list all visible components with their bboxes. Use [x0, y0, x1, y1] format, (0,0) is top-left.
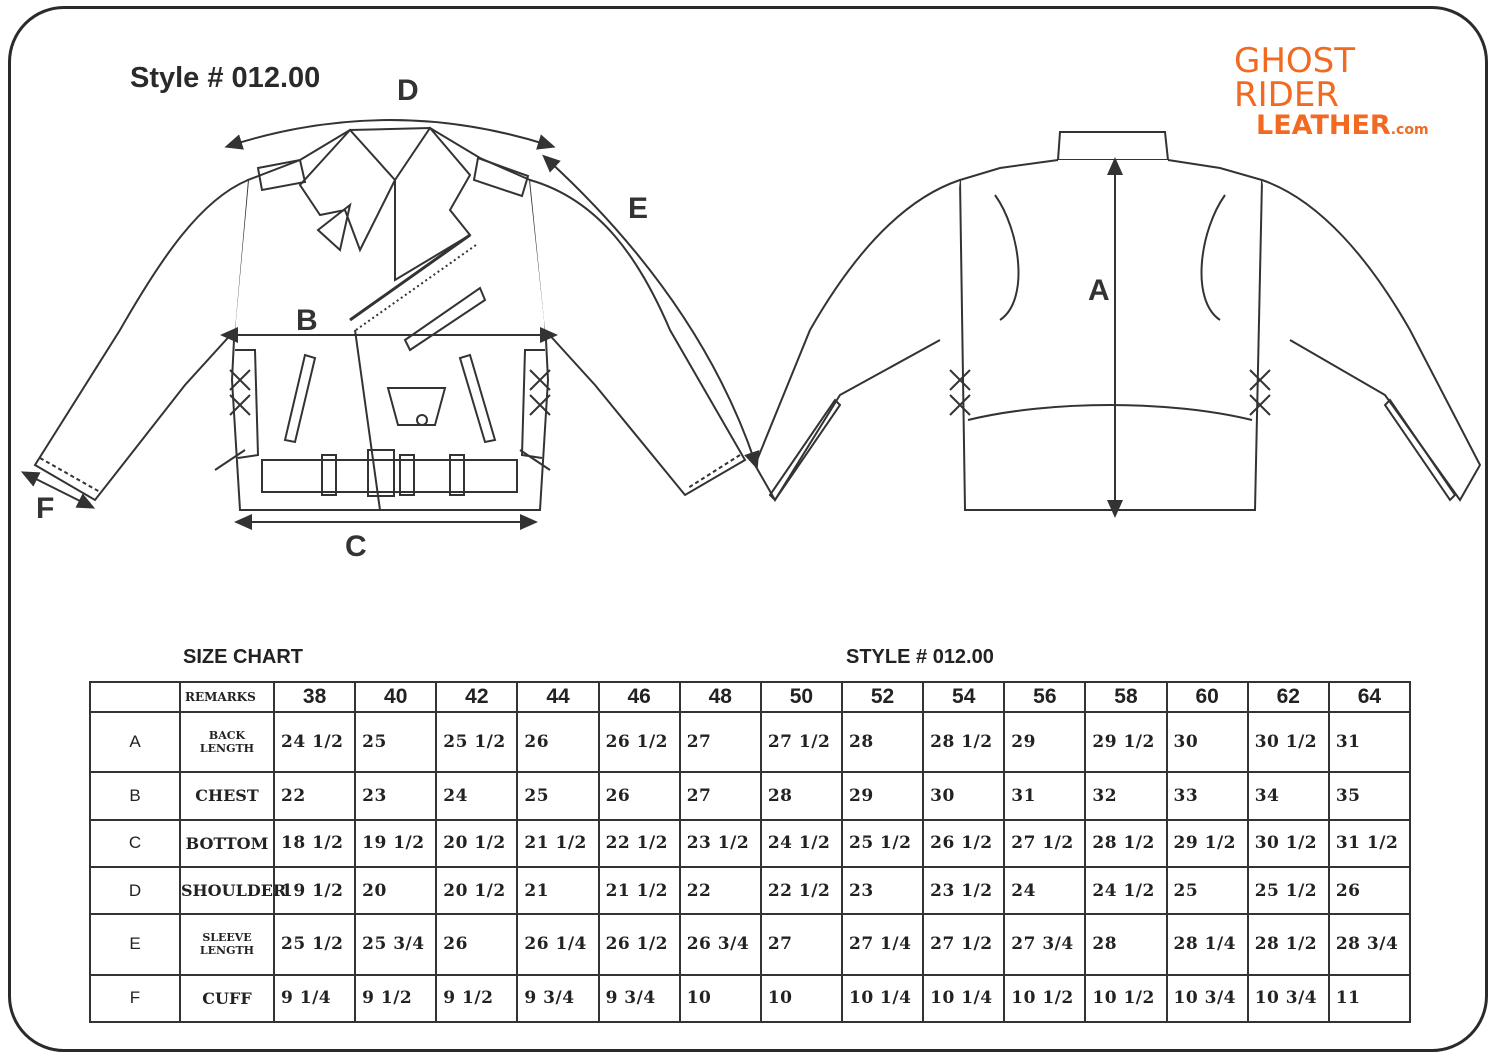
- size-header-cell: 40: [355, 682, 436, 712]
- logo-word: LEATHER: [1256, 110, 1391, 141]
- table-row: [90, 772, 1410, 819]
- dimension-label-e: E: [628, 192, 649, 225]
- measurement-value: 23: [355, 772, 436, 819]
- measurement-value: 10 1/2: [1085, 975, 1166, 1022]
- measurement-value: 26: [436, 914, 517, 974]
- measurement-value: 23 1/2: [923, 867, 1004, 914]
- remarks-header: REMARKS: [180, 682, 274, 712]
- size-header-cell: 60: [1167, 682, 1248, 712]
- front-jacket-drawing: [35, 128, 745, 510]
- measurement-value: 11: [1329, 975, 1410, 1022]
- measurement-value: 25 3/4: [355, 914, 436, 974]
- measurement-value: 26 1/2: [599, 712, 680, 772]
- size-header-cell: 52: [842, 682, 923, 712]
- back-jacket-drawing: [755, 132, 1480, 510]
- measurement-value: 20: [355, 867, 436, 914]
- measurement-value: 27 1/4: [842, 914, 923, 974]
- measurement-value: 10: [761, 975, 842, 1022]
- measurement-value: 27: [680, 772, 761, 819]
- measurement-value: 10 3/4: [1167, 975, 1248, 1022]
- measurement-value: 27 1/2: [1004, 820, 1085, 867]
- measurement-value: 33: [1167, 772, 1248, 819]
- measurement-value: 25 1/2: [842, 820, 923, 867]
- table-row: [90, 712, 1410, 772]
- measurement-value: 28 1/4: [1167, 914, 1248, 974]
- measurement-label: BACK LENGTH: [180, 712, 274, 772]
- measurement-value: 21 1/2: [599, 867, 680, 914]
- size-header-cell: 38: [274, 682, 355, 712]
- measurement-value: 28 1/2: [1085, 820, 1166, 867]
- measurement-value: 9 3/4: [599, 975, 680, 1022]
- measurement-value: 28: [1085, 914, 1166, 974]
- measurement-label: CUFF: [180, 975, 274, 1022]
- table-row: [90, 820, 1410, 867]
- measurement-value: 26: [1329, 867, 1410, 914]
- measurement-value: 29 1/2: [1085, 712, 1166, 772]
- measurement-value: 27 1/2: [761, 712, 842, 772]
- measurement-value: 26: [517, 712, 598, 772]
- measurement-value: 24: [1004, 867, 1085, 914]
- style-title: Style # 012.00: [130, 62, 321, 94]
- logo-line-1: GHOST RIDER: [1234, 41, 1356, 115]
- measurement-label: SLEEVE LENGTH: [180, 914, 274, 974]
- measurement-value: 10 3/4: [1248, 975, 1329, 1022]
- measurement-value: 30: [923, 772, 1004, 819]
- measurement-value: 20 1/2: [436, 820, 517, 867]
- header-empty-cell: [90, 682, 180, 712]
- size-chart-label: SIZE CHART: [183, 646, 303, 668]
- measurement-letter: C: [90, 820, 180, 867]
- measurement-value: 25 1/2: [436, 712, 517, 772]
- measurement-value: 31: [1004, 772, 1085, 819]
- measurement-value: 27: [761, 914, 842, 974]
- measurement-value: 26 3/4: [680, 914, 761, 974]
- measurement-value: 19 1/2: [355, 820, 436, 867]
- measurement-value: 23 1/2: [680, 820, 761, 867]
- size-header-cell: 58: [1085, 682, 1166, 712]
- measurement-value: 31: [1329, 712, 1410, 772]
- measurement-letter: B: [90, 772, 180, 819]
- measurement-value: 9 1/4: [274, 975, 355, 1022]
- measurement-value: 32: [1085, 772, 1166, 819]
- measurement-value: 23: [842, 867, 923, 914]
- measurement-value: 28 3/4: [1329, 914, 1410, 974]
- measurement-value: 10 1/4: [842, 975, 923, 1022]
- measurement-value: 27: [680, 712, 761, 772]
- size-header-cell: 50: [761, 682, 842, 712]
- measurement-value: 29 1/2: [1167, 820, 1248, 867]
- dimension-label-d: D: [397, 74, 419, 107]
- measurement-value: 31 1/2: [1329, 820, 1410, 867]
- measurement-value: 28 1/2: [923, 712, 1004, 772]
- size-header-row: [90, 682, 1410, 712]
- measurement-value: 28: [761, 772, 842, 819]
- measurement-value: 21: [517, 867, 598, 914]
- size-header-cell: 44: [517, 682, 598, 712]
- measurement-value: 25 1/2: [274, 914, 355, 974]
- measurement-value: 27 3/4: [1004, 914, 1085, 974]
- measurement-value: 25: [517, 772, 598, 819]
- measurement-letter: E: [90, 914, 180, 974]
- dimension-label-b: B: [296, 304, 318, 337]
- measurement-letter: F: [90, 975, 180, 1022]
- measurement-value: 30 1/2: [1248, 820, 1329, 867]
- measurement-value: 9 1/2: [355, 975, 436, 1022]
- measurement-value: 24 1/2: [274, 712, 355, 772]
- style-chart-label: STYLE # 012.00: [846, 646, 994, 668]
- measurement-value: 22 1/2: [761, 867, 842, 914]
- measurement-value: 18 1/2: [274, 820, 355, 867]
- measurement-value: 19 1/2: [274, 867, 355, 914]
- table-row: [90, 975, 1410, 1022]
- measurement-value: 10 1/4: [923, 975, 1004, 1022]
- table-row: [90, 867, 1410, 914]
- measurement-value: 34: [1248, 772, 1329, 819]
- measurement-value: 30: [1167, 712, 1248, 772]
- dimension-label-a: A: [1088, 274, 1110, 307]
- measurement-value: 27 1/2: [923, 914, 1004, 974]
- measurement-value: 29: [1004, 712, 1085, 772]
- measurement-value: 26 1/2: [599, 914, 680, 974]
- size-header-cell: 62: [1248, 682, 1329, 712]
- measurement-value: 24 1/2: [1085, 867, 1166, 914]
- measurement-value: 29: [842, 772, 923, 819]
- size-header-cell: 42: [436, 682, 517, 712]
- measurement-value: 26: [599, 772, 680, 819]
- dimension-label-f: F: [36, 492, 55, 525]
- measurement-value: 24 1/2: [761, 820, 842, 867]
- measurement-value: 22: [274, 772, 355, 819]
- measurement-letter: A: [90, 712, 180, 772]
- measurement-value: 20 1/2: [436, 867, 517, 914]
- size-header-cell: 48: [680, 682, 761, 712]
- measurement-value: 24: [436, 772, 517, 819]
- measurement-value: 25 1/2: [1248, 867, 1329, 914]
- measurement-value: 9 1/2: [436, 975, 517, 1022]
- table-row: [90, 914, 1410, 974]
- measurement-value: 21 1/2: [517, 820, 598, 867]
- size-header-cell: 64: [1329, 682, 1410, 712]
- size-header-cell: 56: [1004, 682, 1085, 712]
- size-chart-table: [89, 681, 1411, 1023]
- dimension-label-c: C: [345, 530, 367, 563]
- measurement-label: BOTTOM: [180, 820, 274, 867]
- measurement-value: 25: [355, 712, 436, 772]
- measurement-label: SHOULDER: [180, 867, 274, 914]
- measurement-value: 22 1/2: [599, 820, 680, 867]
- measurement-value: 26 1/2: [923, 820, 1004, 867]
- measurement-value: 28: [842, 712, 923, 772]
- measurement-value: 22: [680, 867, 761, 914]
- measurement-letter: D: [90, 867, 180, 914]
- logo-suffix: .com: [1390, 122, 1429, 138]
- size-header-cell: 54: [923, 682, 1004, 712]
- measurement-value: 9 3/4: [517, 975, 598, 1022]
- measurement-value: 35: [1329, 772, 1410, 819]
- measurement-value: 30 1/2: [1248, 712, 1329, 772]
- measurement-label: CHEST: [180, 772, 274, 819]
- measurement-value: 10 1/2: [1004, 975, 1085, 1022]
- measurement-value: 10: [680, 975, 761, 1022]
- size-header-cell: 46: [599, 682, 680, 712]
- measurement-value: 25: [1167, 867, 1248, 914]
- measurement-value: 28 1/2: [1248, 914, 1329, 974]
- measurement-value: 26 1/4: [517, 914, 598, 974]
